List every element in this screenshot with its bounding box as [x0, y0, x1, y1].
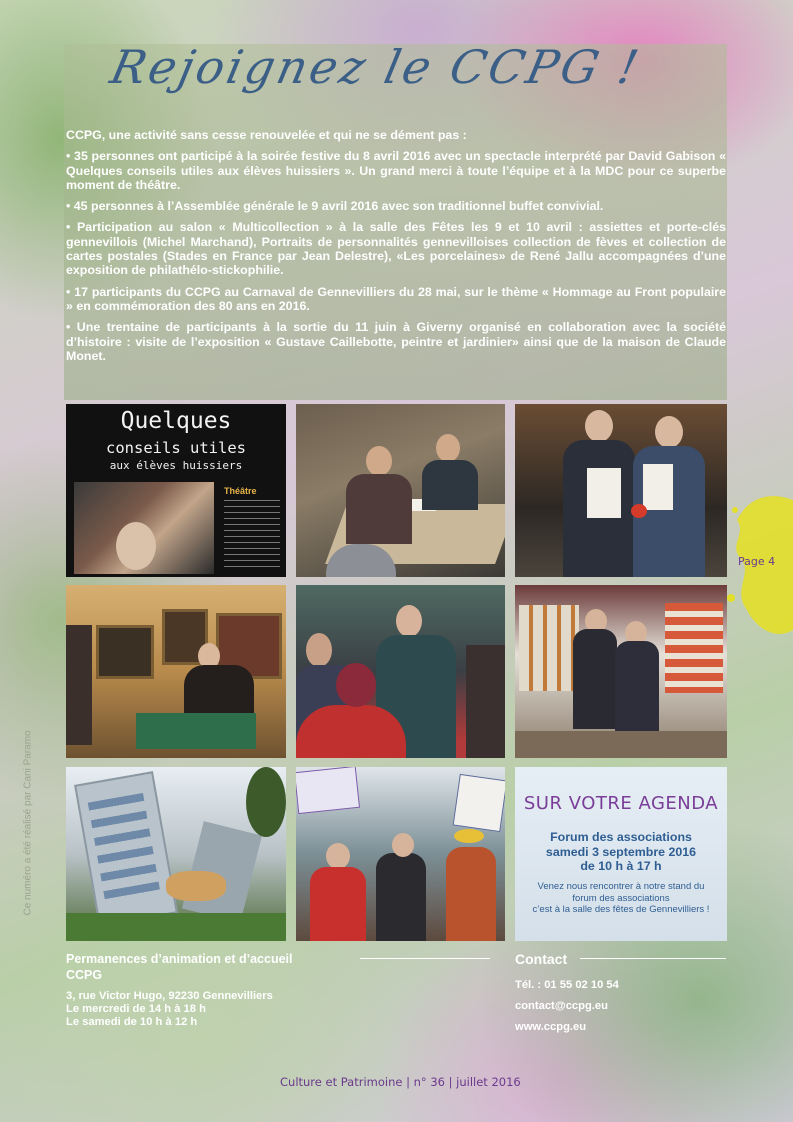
contact-details: [515, 975, 619, 1038]
permanences-hours-week: Le mercredi de 14 h à 18 h: [66, 1003, 206, 1015]
photo-theatre-poster: [66, 404, 286, 577]
page-number: Page 4: [738, 555, 776, 568]
permanences-title: [66, 951, 292, 983]
article-intro: CCPG, une activité sans cesse renouvelée et qui ne se dément pas :: [66, 128, 467, 142]
contact-title: Contact: [515, 951, 568, 967]
poster-label: Théâtre: [224, 486, 257, 496]
article-bullet: • 45 personnes à l’Assemblée générale le 9 avril 2016 avec son traditionnel buffet convivial.: [66, 199, 604, 214]
contact-email-link[interactable]: contact@ccpg.eu: [515, 1000, 608, 1012]
article-body: [66, 128, 726, 370]
contact-phone[interactable]: Tél. : 01 55 02 10 54: [515, 979, 619, 991]
photo-carnival-parade: [296, 767, 505, 941]
poster-line-3: aux élèves huissiers: [109, 459, 243, 472]
permanences-address: 3, rue Victor Hugo, 92230 Gennevilliers: [66, 990, 273, 1002]
photo-exhibition: [515, 585, 727, 758]
article-bullet: • 35 personnes ont participé à la soirée festive du 8 avril 2016 avec un spectacle interprété par David Gabison « Quelques conseils utiles aux élèves huissiers ». Un grand merci à toute l’équipe et à la MDC pour ce superbe moment de théâtre.: [66, 149, 726, 192]
permanences-details: [66, 990, 273, 1029]
poster-face: [116, 522, 156, 570]
agenda-note-line: Venez nous rencontrer à notre stand du: [537, 881, 705, 892]
photo-meeting: [296, 404, 505, 577]
agenda-title: SUR VOTRE AGENDA: [523, 793, 719, 814]
article-bullet: • 17 participants du CCPG au Carnaval de Gennevilliers du 28 mai, sur le thème « Hommage au Front populaire » en commémoration des 80 ans en 2016.: [66, 284, 726, 313]
agenda-box: [515, 767, 727, 941]
footer-publication: Culture et Patrimoine | n° 36 | juillet 2016: [280, 1075, 521, 1089]
photo-award-men: [515, 404, 727, 577]
page-title: Rejoignez le CCPG !: [105, 40, 646, 94]
permanences-title-line: Permanences d’animation et d’accueil: [66, 952, 293, 966]
agenda-event-date: samedi 3 septembre 2016: [545, 844, 697, 859]
photo-carnival-float: [66, 767, 286, 941]
agenda-event-time: de 10 h à 17 h: [580, 859, 662, 873]
agenda-event: [515, 830, 727, 874]
article-bullet: • Participation au salon « Multicollection » à la salle des Fêtes les 9 et 10 avril : assiettes et porte-clés gennevillois (Michel Marchand), Portraits de personnalités gennevilloises collection de fèves et collection de cartes postales (Stades en France par Jean Delestre), «Les porcelaines» de René Jallu accompagnées d’une exposition de philathélo-stickophilie.: [66, 220, 726, 278]
contact-divider: [580, 958, 726, 959]
agenda-note-line: c’est à la salle des fêtes de Gennevilliers !: [532, 904, 710, 915]
photo-stage: [66, 585, 286, 758]
agenda-note: [515, 881, 727, 916]
permanences-hours-sat: Le samedi de 10 h à 12 h: [66, 1016, 198, 1028]
agenda-note-line: forum des associations: [572, 892, 670, 904]
agenda-event-name: Forum des associations: [550, 830, 692, 844]
permanences-org: CCPG: [66, 968, 103, 982]
side-credit: Ce numéro a été réalisé par Cani Paramo: [22, 730, 34, 916]
permanences-divider: [360, 958, 490, 959]
poster-fine-print: [224, 500, 280, 572]
poster-line-2: conseils utiles: [106, 439, 246, 457]
photo-crowd: [296, 585, 505, 758]
poster-line-1: Quelques: [120, 408, 232, 434]
article-bullet: • Une trentaine de participants à la sortie du 11 juin à Giverny organisé en collaboration avec la société d’histoire : visite de l’exposition « Gustave Caillebotte, peintre et jardinier» ainsi que de la maison de Claude Monet.: [66, 320, 726, 363]
contact-website-link[interactable]: www.ccpg.eu: [515, 1021, 587, 1033]
